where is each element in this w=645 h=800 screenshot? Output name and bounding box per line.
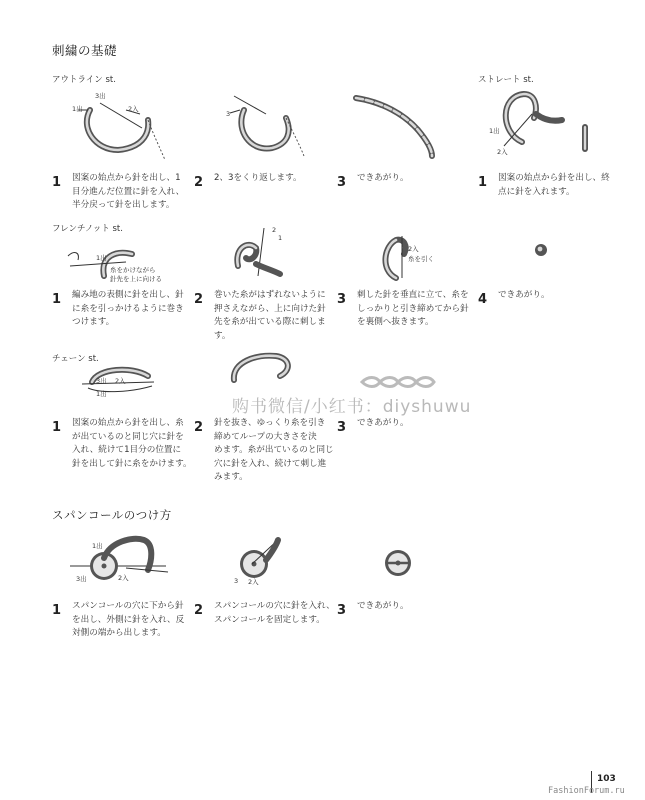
straight-label-2in: 2入 xyxy=(497,148,508,156)
sequin-figure-2 xyxy=(232,534,292,590)
french-step-4-text: できあがり。 xyxy=(498,290,550,300)
chain-label-3out: 3出 xyxy=(96,377,107,385)
chain-figure-2 xyxy=(226,352,306,392)
straight-step-1-number: 1 xyxy=(478,175,488,190)
watermark: 购书微信/小红书：diyshuwu xyxy=(232,397,472,417)
outline-figure-2 xyxy=(220,88,310,168)
chain-figure-3 xyxy=(358,374,442,390)
outline-section-title: アウトライン st. xyxy=(52,75,116,85)
outline-step-1-number: 1 xyxy=(52,175,62,190)
outline-label-3: 3 xyxy=(226,110,231,118)
outline-figure-3 xyxy=(352,92,442,162)
french-label-pull: 糸を引く xyxy=(408,255,434,263)
sequin-figure-3 xyxy=(383,548,413,578)
outline-step-3-number: 3 xyxy=(337,175,347,190)
chain-step-2-number: 2 xyxy=(194,420,204,435)
sequin-fig2-label-2in: 2入 xyxy=(248,578,259,586)
french-step-2-number: 2 xyxy=(194,292,204,307)
chain-step-3-number: 3 xyxy=(337,420,347,435)
french-step-4-number: 4 xyxy=(478,292,488,307)
french-step-3-text: 刺した針を垂直に立て、糸を しっかりと引き締めてから針 を裏側へ抜きます。 xyxy=(357,290,469,327)
footer-source: FashionForum.ru xyxy=(548,786,625,796)
sequin-step-1-number: 1 xyxy=(52,603,62,618)
french-label-wrap-1: 糸をかけながら xyxy=(110,266,156,274)
sequin-label-1out: 1出 xyxy=(92,542,103,550)
outline-label-2in: 2入 xyxy=(128,105,139,113)
page-number: 103 xyxy=(597,774,616,784)
sequin-section-title: スパンコールのつけ方 xyxy=(52,508,172,522)
sequin-step-3-number: 3 xyxy=(337,603,347,618)
chain-step-1-text: 図案の始点から針を出し、糸 が出ているのと同じ穴に針を 入れ、続けて1目分の位置に 針を出して針に糸をかけます。 xyxy=(72,418,192,469)
chain-step-3-text: できあがり。 xyxy=(357,418,409,428)
french-figure-2 xyxy=(228,224,298,284)
chain-step-1-number: 1 xyxy=(52,420,62,435)
french-label-2: 2 xyxy=(272,226,277,234)
outline-figure-1 xyxy=(70,88,180,168)
french-step-2-text: 巻いた糸がはずれないように 押さえながら、上に向けた針 先を糸が出ている際に刺しま す。 xyxy=(214,290,326,341)
french-figure-4 xyxy=(532,242,552,260)
outline-step-2-number: 2 xyxy=(194,175,204,190)
chain-label-2in: 2入 xyxy=(115,377,126,385)
outline-label-1out: 1出 xyxy=(72,105,83,113)
sequin-step-1-text: スパンコールの穴に下から針 を出し、外側に針を入れ、反 対側の端から出します。 xyxy=(72,601,185,638)
french-label-wrap-2: 針先を上に向ける xyxy=(110,275,162,283)
straight-label-1out: 1出 xyxy=(489,127,500,135)
french-label-1out: 1出 xyxy=(96,254,107,262)
sequin-step-2-number: 2 xyxy=(194,603,204,618)
french-label-1: 1 xyxy=(278,234,283,242)
sequin-step-2-text: スパンコールの穴に針を入れ、 スパンコールを固定します。 xyxy=(214,601,335,625)
straight-figure-1 xyxy=(482,86,602,156)
outline-step-3-text: できあがり。 xyxy=(357,173,409,183)
page-title: 刺繍の基礎 xyxy=(52,43,118,58)
french-label-2in: 2入 xyxy=(408,245,419,253)
french-step-3-number: 3 xyxy=(337,292,347,307)
straight-step-1-text: 図案の始点から針を出し、終 点に針を入れます。 xyxy=(498,173,610,197)
straight-section-title: ストレート st. xyxy=(478,75,534,85)
french-step-1-number: 1 xyxy=(52,292,62,307)
sequin-fig2-label-3: 3 xyxy=(234,577,239,585)
sequin-label-2in: 2入 xyxy=(118,574,129,582)
outline-step-2-text: 2、3をくり返します。 xyxy=(214,173,302,183)
french-step-1-text: 編み地の表側に針を出し、針 に糸を引っかけるように巻き つけます。 xyxy=(72,290,184,327)
chain-label-1out: 1出 xyxy=(96,390,107,398)
french-section-title: フレンチノット st. xyxy=(52,224,123,234)
chain-section-title: チェーン st. xyxy=(52,354,99,364)
sequin-label-3out: 3出 xyxy=(76,575,87,583)
outline-step-1-text: 図案の始点から針を出し、1 目分進んだ位置に針を入れ、 半分戻って針を出します。 xyxy=(72,173,185,210)
sequin-step-3-text: できあがり。 xyxy=(357,601,409,611)
chain-step-2-text: 針を抜き、ゆっくり糸を引き 締めてループの大きさを決 めます。糸が出ているのと同じ 穴に針を入れ、続けて刺し進 みます。 xyxy=(214,418,334,482)
outline-label-3out: 3出 xyxy=(95,92,106,100)
